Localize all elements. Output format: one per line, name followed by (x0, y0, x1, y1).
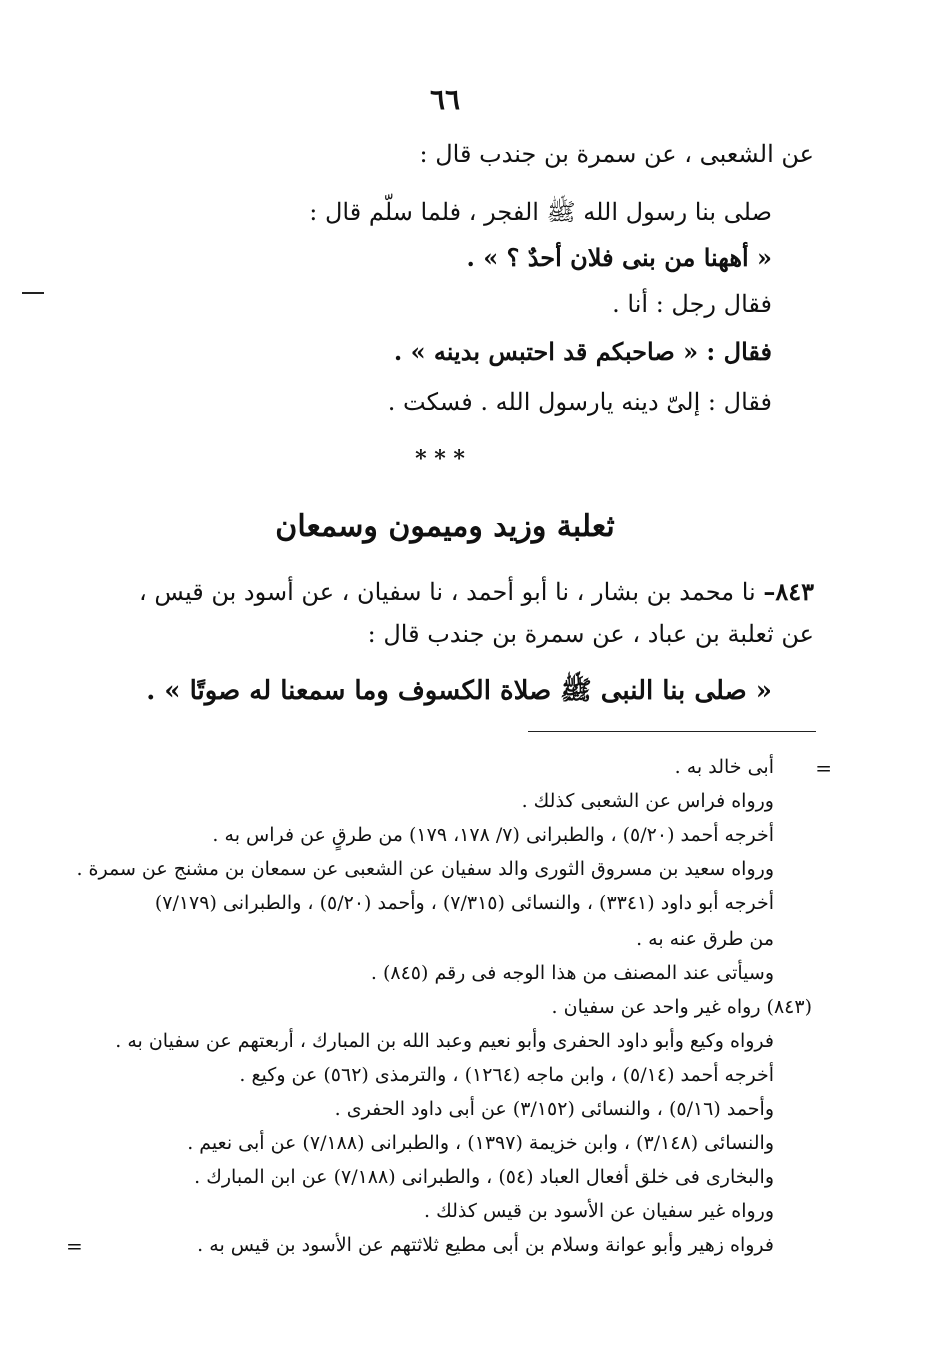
footnote-rule (528, 731, 816, 732)
text-line-2: صلى بنا رسول الله ﷺ الفجر ، فلما سلّم قال : (309, 198, 772, 226)
text-line-5 (393, 337, 772, 366)
text-line-1: عن الشعبى ، عن سمرة بن جندب قال : (419, 140, 814, 168)
hadith-isnad-1: نا محمد بن بشار ، نا أبو أحمد ، نا سفيان ، عن أسود بن قيس ، (139, 578, 756, 606)
footnote-line-10: أخرجه أحمد (٥/١٤) ، وابن ماجه (١٢٦٤) ، والترمذى (٥٦٢) عن وكيع . (239, 1064, 774, 1086)
page-number: ٦٦ (429, 83, 461, 116)
footnote-line-6: من طرق عنه به . (636, 928, 774, 950)
footnote-line-2: ورواه فراس عن الشعبى كذلك . (521, 790, 774, 812)
footnote-line-5: أخرجه أبو داود (٣٣٤١) ، والنسائى (٧/٣١٥) ، وأحمد (٥/٢٠) ، والطبرانى (٧/١٧٩) (154, 892, 774, 914)
footnote-line-12: والنسائى (٣/١٤٨) ، وابن خزيمة (١٣٩٧) ، والطبرانى (٧/١٨٨) عن أبى نعيم . (187, 1132, 774, 1154)
footnote-continuation-marker: = (815, 756, 832, 780)
footnote-line-14: ورواه غير سفيان عن الأسود بن قيس كذلك . (424, 1200, 774, 1222)
footnote-line-15: فرواه زهير وأبو عوانة وسلام بن أبى مطيع ثلاثتهم عن الأسود بن قيس به . (197, 1234, 774, 1256)
footnote-end-marker: = (66, 1234, 83, 1258)
footnote-line-3: أخرجه أحمد (٥/٢٠) ، والطبرانى (٧/ ١٧٨، ١٧٩) من طرقٍ عن فراس به . (212, 824, 774, 846)
text-line-4: فقال رجل : أنا . (612, 290, 772, 318)
hadith-quote: « صلى بنا النبى ﷺ صلاة الكسوف وما سمعنا له صوتًا » . (146, 676, 772, 706)
text-line-5-content: فقال : « صاحبكم قد احتبس بدينه » . (393, 337, 772, 366)
hadith-number: ٨٤٣– (763, 577, 814, 606)
footnote-line-11: وأحمد (٥/١٦) ، والنسائى (٣/١٥٢) عن أبى داود الحفرى . (334, 1098, 774, 1120)
margin-dash (22, 292, 44, 294)
hadith-line-2: عن ثعلبة بن عباد ، عن سمرة بن جندب قال : (367, 620, 814, 648)
hadith-line-1 (139, 577, 814, 606)
text-line-6: فقال : إلىّ دينه يارسول الله . فسكت . (387, 388, 772, 416)
footnote-line-9: فرواه وكيع وأبو داود الحفرى وأبو نعيم وعبد الله بن المبارك ، أربعتهم عن سفيان به . (115, 1030, 774, 1052)
footnote-line-1: أبى خالد به . (674, 756, 774, 778)
footnote-line-13: والبخارى فى خلق أفعال العباد (٥٤) ، والطبرانى (٧/١٨٨) عن ابن المبارك . (194, 1166, 774, 1188)
section-separator: * * * (415, 446, 465, 472)
section-title: ثعلبة وزيد وميمون وسمعان (275, 509, 615, 544)
footnote-line-4: ورواه سعيد بن مسروق الثورى والد سفيان عن الشعبى عن سمعان بن مشنج عن سمرة . (76, 858, 774, 880)
footnote-line-7: وسيأتى عند المصنف من هذا الوجه فى رقم (٨٤٥) . (370, 962, 774, 984)
footnote-line-8: (٨٤٣) رواه غير واحد عن سفيان . (551, 996, 812, 1018)
text-line-3: « أههنا من بنى فلان أحدٌ ؟ » . (466, 243, 772, 272)
